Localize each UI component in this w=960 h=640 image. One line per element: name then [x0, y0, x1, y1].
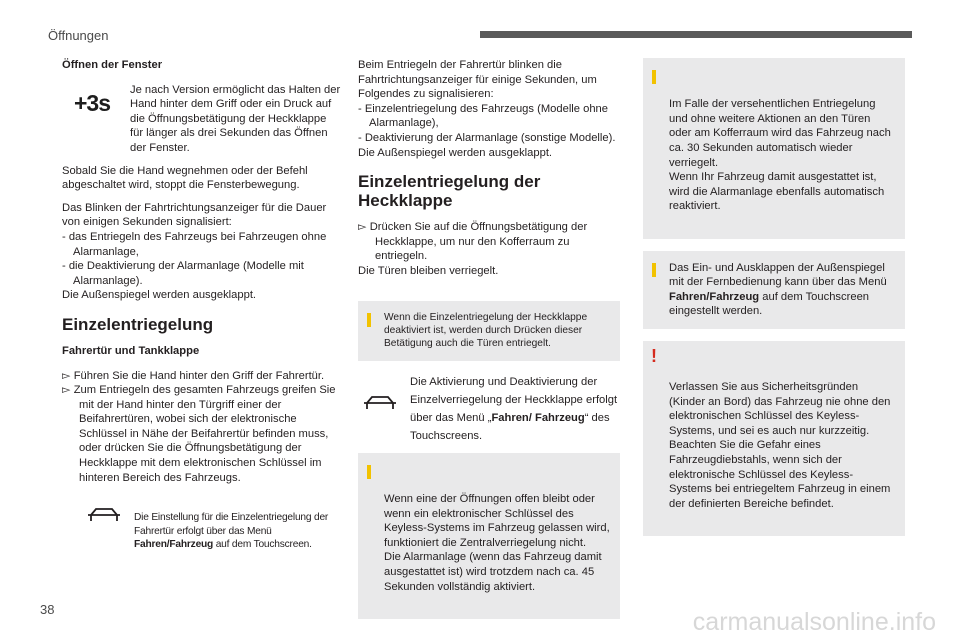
warning-box: ! Verlassen Sie aus Sicherheitsgründen (Kinder an Bord) das Fahrzeug nie ohne den elektronischen Schlüssel des Keyless-Systems, und sei es auch nur kurzzeitig. Beachten Sie die Gefahr eines Fahrzeugdiebstahls, wenn sich der elektronische Schlüssel des Keyless-Systems bei entriegeltem Fahrzeug in einem der definierten Bereiche befindet.: [643, 341, 905, 536]
three-seconds-text: Je nach Version ermöglicht das Halten der Hand hinter dem Griff oder ein Druck auf die Öffnungsbetätigung der Heckklappe für länger als drei Sekunden das Öffnen der Fenster.: [130, 83, 341, 154]
car-icon: [82, 501, 126, 529]
info-marker: [652, 70, 656, 84]
warning-icon: !: [651, 345, 657, 366]
paragraph-flash: Beim Entriegeln der Fahrertür blinken die Fahrtrichtungsanzeiger für einige Sekunden, um Folgendes zu signalisieren: - Einzelentriegelung des Fahrzeugs (Modelle ohne Alarmanlage), - Deaktivierung der Alarmanlage (sonstige Modelle). Die Außenspiegel werden ausgeklappt.: [358, 59, 616, 159]
section-heading-tailgate: Einzelentriegelung der Heckklappe: [358, 172, 541, 211]
paragraph-indicators: Das Blinken der Fahrtrichtungsanzeiger für die Dauer von einigen Sekunden signalisiert: - das Entriegeln des Fahrzeugs bei Fahrzeugen ohne Alarmanlage, - die Deaktivierung der Alarmanlage (Modelle mit Alarmanlage). Die Außenspiegel werden ausgeklappt.: [62, 201, 327, 302]
info-box: Im Falle der versehentlichen Entriegelung und ohne weitere Aktionen an den Türen oder am Kofferraum wird das Fahrzeug nach ca. 30 Sekunden automatisch wieder verriegelt. Wenn Ihr Fahrzeug damit ausgestattet ist, wird die Alarmanlage ebenfalls automatisch reaktiviert.: [643, 58, 905, 239]
three-seconds-icon: +3s: [73, 90, 110, 117]
touchscreen-note-text: Die Einstellung für die Einzelentriegelung der Fahrertür erfolgt über das Menü Fahren/Fahrzeug auf dem Touchscreen.: [134, 512, 329, 551]
subheading-driver-door: Fahrertür und Tankklappe: [62, 344, 200, 357]
page-number: 38: [40, 602, 55, 617]
info-box: Wenn eine der Öffnungen offen bleibt oder wenn ein elektronischer Schlüssel des Keyless-Systems im Fahrzeug gelassen wird, funktioniert die Zentralverriegelung nicht. Die Alarmanlage (wenn das Fahrzeug damit ausgestattet ist) wird trotzdem nach ca. 45 Sekunden vollständig aktiviert.: [358, 453, 620, 619]
paragraph: Die Türen bleiben verriegelt.: [358, 264, 499, 277]
touchscreen-note-text: Die Aktivierung und Deaktivierung der Einzelverriegelung der Heckklappe erfolgt über das Menü „Fahren/ Fahrzeug“ des Touchscreens.: [410, 375, 618, 442]
info-box: Wenn die Einzelentriegelung der Heckklappe deaktiviert ist, werden durch Drücken dieser Betätigung auch die Türen entriegelt.: [358, 301, 620, 361]
page-header-title: Öffnungen: [48, 28, 109, 43]
info-marker: [652, 263, 656, 277]
column-1: [62, 58, 342, 559]
touchscreen-note: [82, 501, 342, 551]
watermark: carmanualsonline.info: [692, 608, 936, 636]
info-marker: [367, 465, 371, 479]
paragraph: Sobald Sie die Hand wegnehmen oder der Befehl abgeschaltet wird, stoppt die Fensterbewegung.: [62, 164, 308, 192]
bullet-item: ▻ Führen Sie die Hand hinter den Griff der Fahrertür.: [62, 369, 325, 382]
section-heading-single-unlock: Einzelentriegelung: [62, 314, 214, 334]
column-3: [643, 58, 905, 548]
three-seconds-block: [62, 83, 342, 156]
header-bar: [480, 31, 912, 38]
info-box: Das Ein- und Ausklappen der Außenspiegel mit der Fernbedienung kann über das Menü Fahren/Fahrzeug auf dem Touchscreen eingestellt werden.: [643, 251, 905, 329]
bullet-item: ▻ Drücken Sie auf die Öffnungsbetätigung der Heckklappe, um nur den Kofferraum zu entriegeln.: [358, 221, 588, 263]
column-2: [358, 58, 620, 631]
bullet-item: ▻ Zum Entriegeln des gesamten Fahrzeugs greifen Sie mit der Hand hinter den Türgriff einer der Beifahrertüren, wobei sich der elektronische Schlüssel in Nähe der Beifahrertür befinden muss, oder drücken Sie die Öffnungsbetätigung der Heckklappe mit dem elektronischen Schlüssel im hinteren Bereich des Fahrzeugs.: [62, 384, 336, 484]
car-icon: [358, 389, 402, 417]
heading-open-windows: Öffnen der Fenster: [62, 59, 163, 71]
info-marker: [367, 313, 371, 327]
touchscreen-note: [358, 373, 620, 445]
